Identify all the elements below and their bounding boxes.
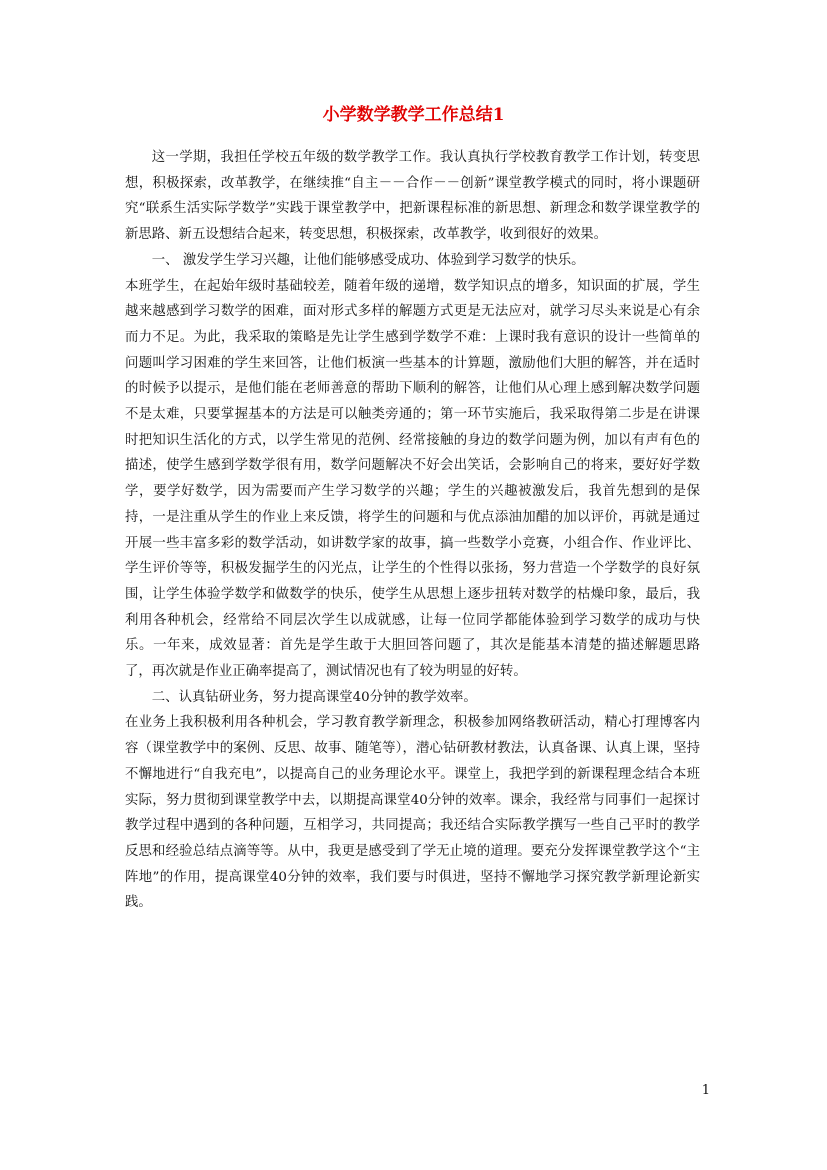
document-body: [125, 145, 700, 916]
paragraph-section-1: 本班学生，在起始年级时基础较差，随着年级的递增，数学知识点的增多，知识面的扩展，学生越来越感到学习数学的困难，面对形式多样的解题方式更是无法应对，就学习尽头来说是心有余而力不足。为此，我采取的策略是先让学生感到学数学不难：上课时我有意识的设计一些简单的问题叫学习困难的学生来回答，让他们板演一些基本的计算题，激励他们大胆的解答，并在适时的时候予以提示，是他们能在老师善意的帮助下顺利的解答，让他们从心理上感到解决数学问题不是太难，只要掌握基本的方法是可以触类旁通的；第一环节实施后，我采取得第二步是在讲课时把知识生活化的方式，以学生常见的范例、经常接触的身边的数学问题为例，加以有声有色的描述，使学生感到学数学很有用，数学问题解决不好会出笑话，会影响自己的将来，要好好学数学，要学好数学，因为需要而产生学习数学的兴趣；学生的兴趣被激发后，我首先想到的是保持，一是注重从学生的作业上来反馈，将学生的问题和与优点添油加醋的加以评价，再就是通过开展一些丰富多彩的数学活动，如讲数学家的故事，搞一些数学小竞赛，小组合作、作业评比、学生评价等等，积极发掘学生的闪光点，让学生的个性得以张扬，努力营造一个学数学的良好氛围，让学生体验学数学和做数学的快乐，使学生从思想上逐步扭转对数学的枯燥印象，最后，我利用各种机会，经常给不同层次学生以成就感，让每一位同学都能体验到学习数学的成功与快乐。一年来，成效显著：首先是学生敢于大胆回答问题了，其次是能基本清楚的描述解题思路了，再次就是作业正确率提高了，测试情况也有了较为明显的好转。: [125, 278, 700, 680]
paragraph-intro: 这一学期，我担任学校五年级的数学教学工作。我认真执行学校教育教学工作计划，转变思想，积极探索，改革教学，在继续推“自主－－合作－－创新”课堂教学模式的同时，将小课题研究“联系生活实际学数学”实践于课堂教学中，把新课程标准的新思想、新理念和数学课堂教学的新思路、新五设想结合起来，转变思想，积极探索，改革教学，收到很好的效果。: [125, 150, 700, 243]
section-heading-2: 二、认真钻研业务，努力提高课堂40分钟的教学效率。: [151, 689, 477, 705]
page-number: 1: [701, 1083, 710, 1098]
page-title: 小学数学教学工作总结1: [322, 105, 505, 125]
section-heading-1: 一、 激发学生学习兴趣，让他们能够感受成功、体验到学习数学的快乐。: [151, 252, 585, 268]
paragraph-section-2: 在业务上我积极利用各种机会，学习教育教学新理念，积极参加网络教研活动，精心打理博客内容（课堂教学中的案例、反思、故事、随笔等），潜心钻研教材教法，认真备课、认真上课，坚持不懈地进行“自我充电”，以提高自己的业务理论水平。课堂上，我把学到的新课程理念结合本班实际，努力贯彻到课堂教学中去，以期提高课堂40分钟的效率。课余，我经常与同事们一起探讨教学过程中遇到的各种问题，互相学习，共同提高；我还结合实际教学撰写一些自己平时的教学反思和经验总结点滴等等。从中，我更是感受到了学无止境的道理。要充分发挥课堂教学这个“主阵地”的作用，提高课堂40分钟的效率，我们要与时俱进，坚持不懈地学习探究教学新理论新实践。: [125, 715, 700, 911]
